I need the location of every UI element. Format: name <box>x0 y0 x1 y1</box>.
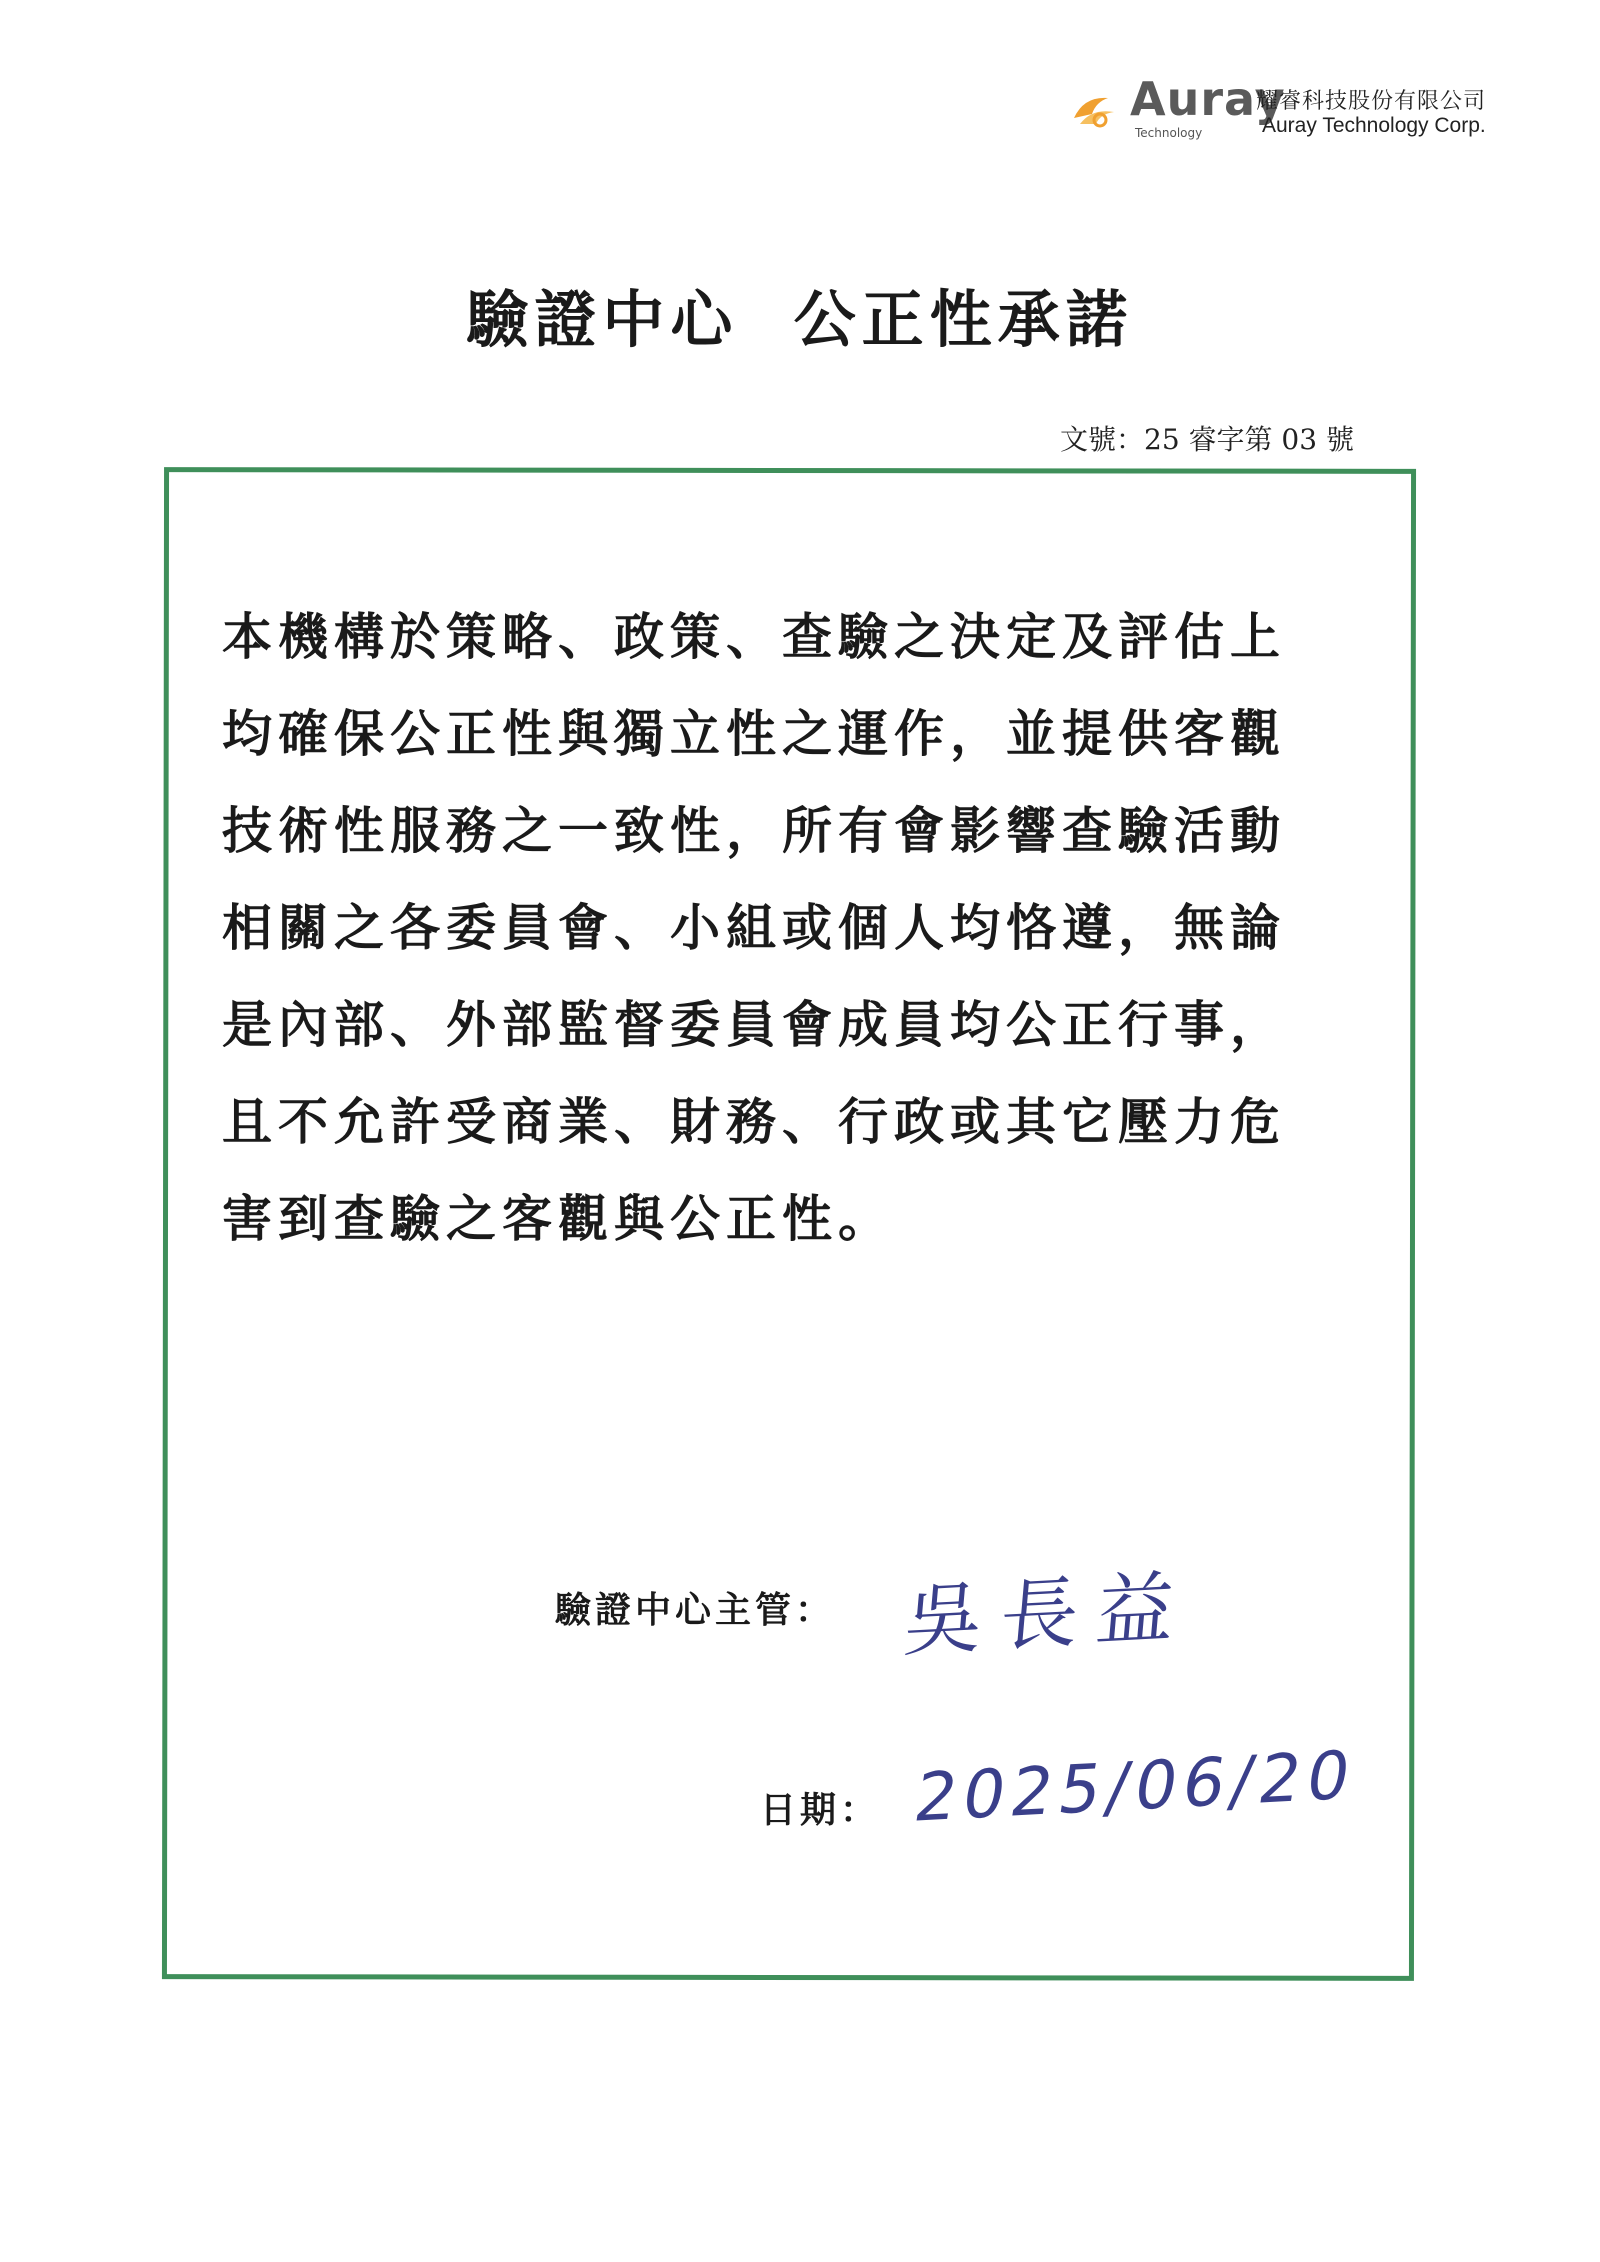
logo-wordmark: Auray <box>1130 72 1286 126</box>
document-number: 文號：25 睿字第 03 號 <box>1060 423 1354 456</box>
handwritten-date: 2025/06/20 <box>909 1736 1362 1837</box>
logo-subtitle: Technology <box>1135 126 1203 140</box>
statement-line: 均確保公正性與獨立性之運作，並提供客觀 <box>222 704 1286 763</box>
supervisor-label: 驗證中心主管： <box>555 1589 836 1631</box>
supervisor-signature: 吳長益 <box>900 1562 1197 1668</box>
statement-line: 且不允許受商業、財務、行政或其它壓力危 <box>222 1092 1286 1151</box>
letterhead <box>1070 72 1500 148</box>
aura-logo-icon <box>1070 88 1120 138</box>
company-name-chinese: 耀睿科技股份有限公司 <box>1256 89 1487 114</box>
statement-line: 技術性服務之一致性，所有會影響查驗活動 <box>222 801 1286 860</box>
statement-line: 本機構於策略、政策、查驗之決定及評估上 <box>222 607 1286 666</box>
statement-line: 是內部、外部監督委員會成員均公正行事， <box>222 995 1286 1054</box>
impartiality-statement <box>222 588 1372 1267</box>
statement-line: 害到查驗之客觀與公正性。 <box>222 1189 894 1248</box>
statement-line: 相關之各委員會、小組或個人均恪遵，無論 <box>222 898 1286 957</box>
page-title: 驗證中心 公正性承諾 <box>466 283 1134 356</box>
company-name-english: Auray Technology Corp. <box>1262 114 1486 137</box>
date-label: 日期： <box>760 1789 881 1831</box>
